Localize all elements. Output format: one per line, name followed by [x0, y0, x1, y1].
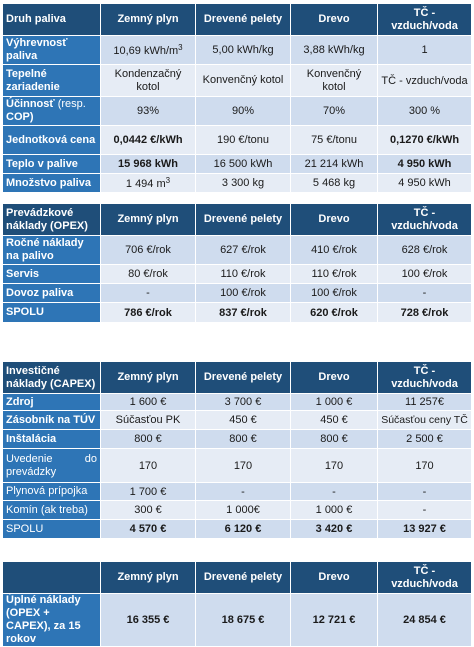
row-label: Jednotková cena [3, 126, 101, 155]
row-label: Uvedenie do prevádzky [3, 449, 101, 483]
total-cost-table [2, 561, 472, 647]
cell-wood: 800 € [291, 430, 378, 449]
cell-wood: 170 [291, 449, 378, 483]
cell-heat-pump: Súčasťou ceny TČ [378, 411, 472, 430]
table-header-row [3, 204, 472, 236]
cell-pellets: 450 € [196, 411, 291, 430]
cell-pellets: 18 675 € [196, 594, 291, 647]
row-label: Účinnosť (resp. COP) [3, 97, 101, 126]
header-pellets: Drevené pelety [196, 562, 291, 594]
row-label: Teplo v palive [3, 155, 101, 174]
row-label: Zdroj [3, 394, 101, 411]
table-row [3, 36, 472, 65]
cell-pellets: 5,00 kWh/kg [196, 36, 291, 65]
header-pellets: Drevené pelety [196, 204, 291, 236]
row-label: Komín (ak treba) [3, 501, 101, 520]
table-row [3, 174, 472, 193]
cell-gas: 10,69 kWh/$m^3$ [101, 36, 196, 65]
cell-pellets: 1 000€ [196, 501, 291, 520]
cost-comparison-page [2, 3, 471, 647]
cell-heat-pump: - [378, 284, 472, 303]
header-heat-pump: TČ - vzduch/voda [378, 362, 472, 394]
cell-pellets: 800 € [196, 430, 291, 449]
cell-heat-pump: - [378, 501, 472, 520]
cell-pellets: 100 €/rok [196, 284, 291, 303]
cell-gas: 1 494 $m^3$ [101, 174, 196, 193]
row-label: SPOLU [3, 303, 101, 323]
table-row [3, 501, 472, 520]
fuel-parameters-table [2, 3, 472, 193]
cell-pellets: 110 €/rok [196, 265, 291, 284]
cell-pellets: 627 €/rok [196, 236, 291, 265]
cell-pellets: Konvenčný kotol [196, 65, 291, 97]
cell-gas: Kondenzačný kotol [101, 65, 196, 97]
cell-pellets: 837 €/rok [196, 303, 291, 323]
cell-heat-pump: TČ - vzduch/voda [378, 65, 472, 97]
header-heat-pump: TČ - vzduch/voda [378, 4, 472, 36]
cell-pellets: 190 €/tonu [196, 126, 291, 155]
cell-gas: 300 € [101, 501, 196, 520]
table-header-row [3, 562, 472, 594]
cell-wood: 75 €/tonu [291, 126, 378, 155]
cell-wood: 3 420 € [291, 520, 378, 539]
header-wood: Drevo [291, 204, 378, 236]
cell-gas: 0,0442 €/kWh [101, 126, 196, 155]
cell-heat-pump: 13 927 € [378, 520, 472, 539]
row-label: Výhrevnosť paliva [3, 36, 101, 65]
header-wood: Drevo [291, 4, 378, 36]
header-gas: Zemný plyn [101, 362, 196, 394]
cell-heat-pump: 4 950 kWh [378, 155, 472, 174]
table-row [3, 65, 472, 97]
cell-gas: 1 700 € [101, 483, 196, 501]
cell-wood: 1 000 € [291, 501, 378, 520]
cell-heat-pump: 300 % [378, 97, 472, 126]
cell-gas: 800 € [101, 430, 196, 449]
cell-pellets: 3 700 € [196, 394, 291, 411]
cell-pellets: 6 120 € [196, 520, 291, 539]
cell-pellets: 90% [196, 97, 291, 126]
cell-heat-pump: 2 500 € [378, 430, 472, 449]
cell-gas: 1 600 € [101, 394, 196, 411]
cell-wood: 70% [291, 97, 378, 126]
cell-wood: 3,88 kWh/kg [291, 36, 378, 65]
table-row [3, 394, 472, 411]
cell-wood: 5 468 kg [291, 174, 378, 193]
cell-gas: 93% [101, 97, 196, 126]
cell-gas: 16 355 € [101, 594, 196, 647]
table-header-row [3, 362, 472, 394]
header-label: Investičné náklady (CAPEX) [3, 362, 101, 394]
cell-wood: 410 €/rok [291, 236, 378, 265]
cell-gas: 786 €/rok [101, 303, 196, 323]
cell-wood: 12 721 € [291, 594, 378, 647]
cell-heat-pump: 0,1270 €/kWh [378, 126, 472, 155]
table-row [3, 126, 472, 155]
opex-table [2, 203, 472, 323]
cell-gas: 80 €/rok [101, 265, 196, 284]
cell-heat-pump: 100 €/rok [378, 265, 472, 284]
capex-table [2, 361, 472, 539]
table-row-total [3, 303, 472, 323]
header-wood: Drevo [291, 562, 378, 594]
cell-wood: - [291, 483, 378, 501]
header-gas: Zemný plyn [101, 562, 196, 594]
cell-gas: - [101, 284, 196, 303]
cell-wood: 450 € [291, 411, 378, 430]
header-label: Prevádzkové náklady (OPEX) [3, 204, 101, 236]
cell-heat-pump: 1 [378, 36, 472, 65]
cell-wood: 1 000 € [291, 394, 378, 411]
cell-gas: Súčasťou PK [101, 411, 196, 430]
cell-heat-pump: 728 €/rok [378, 303, 472, 323]
row-label: Dovoz paliva [3, 284, 101, 303]
header-label: Druh paliva [3, 4, 101, 36]
row-label: Tepelné zariadenie [3, 65, 101, 97]
row-label: Ročné náklady na palivo [3, 236, 101, 265]
table-row [3, 430, 472, 449]
header-gas: Zemný plyn [101, 4, 196, 36]
cell-pellets: 170 [196, 449, 291, 483]
header-gas: Zemný plyn [101, 204, 196, 236]
cell-pellets: 16 500 kWh [196, 155, 291, 174]
row-label: Množstvo paliva [3, 174, 101, 193]
cell-heat-pump: 24 854 € [378, 594, 472, 647]
table-row [3, 97, 472, 126]
row-label: Plynová prípojka [3, 483, 101, 501]
table-row [3, 284, 472, 303]
cell-gas: 15 968 kWh [101, 155, 196, 174]
row-label: Servis [3, 265, 101, 284]
cell-wood: 620 €/rok [291, 303, 378, 323]
table-header-row [3, 4, 472, 36]
header-pellets: Drevené pelety [196, 4, 291, 36]
row-label: SPOLU [3, 520, 101, 539]
cell-heat-pump: 170 [378, 449, 472, 483]
cell-wood: Konvenčný kotol [291, 65, 378, 97]
table-row [3, 236, 472, 265]
cell-wood: 21 214 kWh [291, 155, 378, 174]
table-row-total [3, 520, 472, 539]
row-label: Úplné náklady (OPEX + CAPEX), za 15 rokov [3, 594, 101, 647]
header-heat-pump: TČ - vzduch/voda [378, 204, 472, 236]
header-pellets: Drevené pelety [196, 362, 291, 394]
row-label: Zásobník na TÚV [3, 411, 101, 430]
table-row-total [3, 594, 472, 647]
cell-gas: 170 [101, 449, 196, 483]
header-label [3, 562, 101, 594]
cell-heat-pump: - [378, 483, 472, 501]
cell-wood: 100 €/rok [291, 284, 378, 303]
cell-pellets: - [196, 483, 291, 501]
table-row [3, 449, 472, 483]
row-label: Inštalácia [3, 430, 101, 449]
table-row [3, 265, 472, 284]
table-row [3, 483, 472, 501]
cell-wood: 110 €/rok [291, 265, 378, 284]
header-wood: Drevo [291, 362, 378, 394]
table-row [3, 155, 472, 174]
cell-gas: 706 €/rok [101, 236, 196, 265]
cell-pellets: 3 300 kg [196, 174, 291, 193]
table-row [3, 411, 472, 430]
cell-heat-pump: 4 950 kWh [378, 174, 472, 193]
cell-heat-pump: 628 €/rok [378, 236, 472, 265]
header-heat-pump: TČ - vzduch/voda [378, 562, 472, 594]
cell-heat-pump: 11 257€ [378, 394, 472, 411]
cell-gas: 4 570 € [101, 520, 196, 539]
